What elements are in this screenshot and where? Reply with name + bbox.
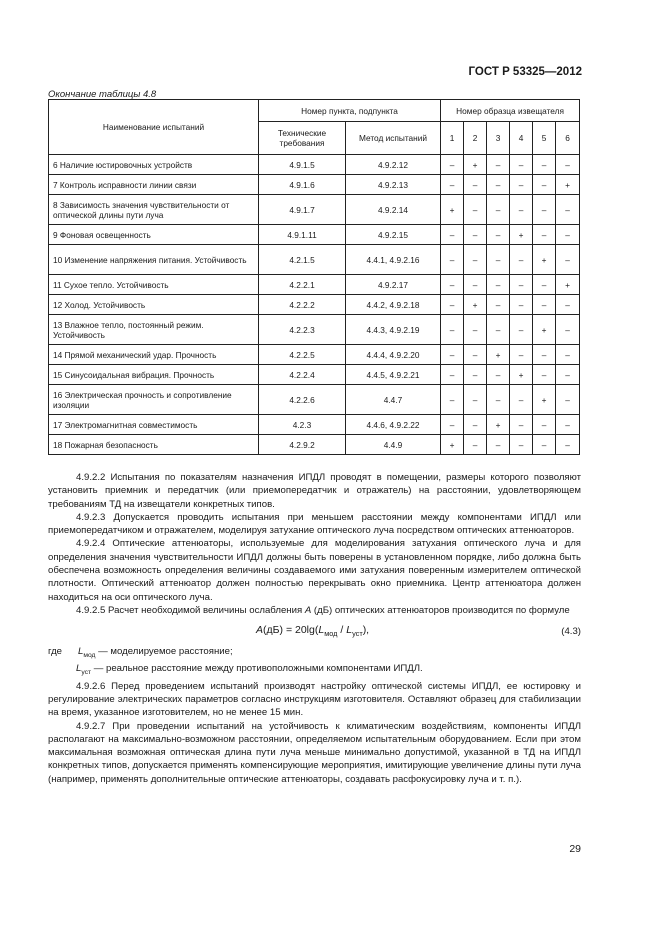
sample-mark-cell: + — [510, 365, 533, 385]
tech-req-cell: 4.9.1.11 — [259, 225, 346, 245]
sample-mark-cell: – — [533, 195, 556, 225]
sample-mark-cell: – — [441, 175, 464, 195]
sample-mark-cell: – — [510, 155, 533, 175]
p4-var: A — [304, 604, 312, 616]
header-sample-4: 4 — [510, 122, 533, 155]
test-name-cell: 17 Электромагнитная совместимость — [49, 415, 259, 435]
sample-mark-cell: – — [533, 295, 556, 315]
sample-mark-cell: – — [556, 345, 580, 365]
sample-mark-cell: – — [464, 275, 487, 295]
table-row — [49, 245, 580, 275]
formula-l2: L — [346, 624, 353, 637]
sample-mark-cell: – — [464, 365, 487, 385]
p4-text-a: 4.9.2.5 Расчет необходимой величины ослабления — [76, 604, 305, 616]
method-cell: 4.4.3, 4.9.2.19 — [346, 315, 441, 345]
sample-mark-cell: + — [533, 245, 556, 275]
sample-mark-cell: – — [533, 415, 556, 435]
sample-mark-cell: – — [464, 245, 487, 275]
sample-mark-cell: + — [464, 155, 487, 175]
sample-mark-cell: – — [556, 365, 580, 385]
header-sample-5: 5 — [533, 122, 556, 155]
tech-req-cell: 4.9.1.5 — [259, 155, 346, 175]
header-sample-3: 3 — [487, 122, 510, 155]
sample-mark-cell: – — [533, 275, 556, 295]
header-clause-group: Номер пункта, подпункта — [259, 100, 441, 122]
formula-l1: L — [318, 624, 325, 637]
def1-sub: мод — [83, 652, 96, 660]
sample-mark-cell: – — [533, 225, 556, 245]
sample-mark-cell: + — [441, 435, 464, 455]
sample-mark-cell: – — [510, 195, 533, 225]
formula-expression — [256, 624, 369, 640]
method-cell: 4.9.2.14 — [346, 195, 441, 225]
test-name-cell: 14 Прямой механический удар. Прочность — [49, 345, 259, 365]
table-row — [49, 385, 580, 415]
tech-req-cell: 4.2.1.5 — [259, 245, 346, 275]
sample-mark-cell: – — [464, 315, 487, 345]
sample-mark-cell: – — [510, 295, 533, 315]
header-tech-req: Технические требования — [259, 122, 346, 155]
sample-mark-cell: – — [533, 345, 556, 365]
sample-mark-cell: – — [510, 275, 533, 295]
test-name-cell: 13 Влажное тепло, постоянный режим. Устойчивость — [49, 315, 259, 345]
sample-mark-cell: – — [441, 385, 464, 415]
def1-var: L — [78, 646, 84, 658]
sample-mark-cell: – — [441, 315, 464, 345]
sample-mark-cell: – — [487, 155, 510, 175]
method-cell: 4.9.2.12 — [346, 155, 441, 175]
header-sample-group: Номер образца извещателя — [441, 100, 580, 122]
standard-number: ГОСТ Р 53325—2012 — [468, 66, 582, 78]
sample-mark-cell: – — [487, 385, 510, 415]
sample-mark-cell: – — [441, 415, 464, 435]
tech-req-cell: 4.2.2.2 — [259, 295, 346, 315]
method-cell: 4.9.2.15 — [346, 225, 441, 245]
formula-l1-sub: мод — [324, 629, 338, 639]
formula-number: (4.3) — [561, 626, 581, 638]
sample-mark-cell: – — [487, 295, 510, 315]
tech-req-cell: 4.2.2.3 — [259, 315, 346, 345]
table-row — [49, 195, 580, 225]
sample-mark-cell: + — [487, 415, 510, 435]
sample-mark-cell: – — [510, 415, 533, 435]
sample-mark-cell: – — [556, 195, 580, 225]
method-cell: 4.9.2.17 — [346, 275, 441, 295]
sample-mark-cell: – — [556, 295, 580, 315]
paragraph-4-9-2-4: 4.9.2.4 Оптические аттенюаторы, используемые для моделирования затухания оптического луча и для определения значения чувствительности ИПДЛ должны быть поверены в установленном порядке, либо должна быть обеспечена возможность определения величины создаваемого ими затухания поверенным измерителем оптической плотности. Оптический аттенюатор должен полностью перекрывать окно приемника. Центр аттенюатора должен находиться на оси оптического луча. — [48, 538, 581, 603]
method-cell: 4.4.4, 4.9.2.20 — [346, 345, 441, 365]
tech-req-cell: 4.2.2.4 — [259, 365, 346, 385]
paragraph-4-9-2-6: 4.9.2.6 Перед проведением испытаний производят настройку оптической системы ИПДЛ, ее юстировку и регулирование электрических параметров согласно инструкциям изготовителя. Оставляют образец для стабилизации на время, указанное изготовителем, но не менее 15 мин. — [48, 680, 581, 719]
def2-var: L — [76, 663, 82, 675]
formula-l2-sub: уст — [352, 629, 363, 639]
sample-mark-cell: – — [441, 275, 464, 295]
page-number: 29 — [569, 843, 581, 855]
definition-l-ust — [48, 662, 581, 679]
table-row — [49, 275, 580, 295]
sample-mark-cell: – — [464, 195, 487, 225]
sample-mark-cell: – — [464, 345, 487, 365]
tech-req-cell: 4.9.1.6 — [259, 175, 346, 195]
def2-text: — реальное расстояние между противоположными компонентами ИПДЛ. — [91, 663, 423, 675]
sample-mark-cell: – — [487, 435, 510, 455]
body-text — [48, 471, 581, 786]
sample-mark-cell: – — [487, 315, 510, 345]
p4-text-b: (дБ) оптических аттенюаторов производится по формуле — [311, 604, 570, 616]
sample-mark-cell: – — [464, 435, 487, 455]
sample-mark-cell: – — [441, 365, 464, 385]
formula-lhs: (дБ) = 20lg( — [263, 624, 319, 637]
sample-mark-cell: + — [487, 345, 510, 365]
tests-table — [48, 99, 580, 455]
definition-l-mod — [48, 645, 581, 662]
method-cell: 4.4.7 — [346, 385, 441, 415]
tech-req-cell: 4.2.9.2 — [259, 435, 346, 455]
table-row — [49, 295, 580, 315]
sample-mark-cell: – — [464, 415, 487, 435]
sample-mark-cell: + — [533, 315, 556, 345]
sample-mark-cell: – — [441, 245, 464, 275]
sample-mark-cell: – — [464, 385, 487, 415]
table-row — [49, 365, 580, 385]
paragraph-4-9-2-7: 4.9.2.7 При проведении испытаний на устойчивость к климатическим воздействиям, компоненты ИПДЛ располагают на максимально-возможном расстоянии, определяемом испытательным оборудованием. Если при этом максимальная возможная оптическая длина пути луча меньше минимально допустимой, указанной в ТД на ИПДЛ конкретных типов, допускается применять компенсирующие мероприятия, имитирующие увеличение длины пути луча (например, применять дополнительные оптические аттенюаторы, создавать расфокусировку луча и т. п.). — [48, 720, 581, 785]
method-cell: 4.4.5, 4.9.2.21 — [346, 365, 441, 385]
method-cell: 4.4.1, 4.9.2.16 — [346, 245, 441, 275]
tech-req-cell: 4.2.2.5 — [259, 345, 346, 365]
formula-var-a: A — [256, 624, 264, 637]
table-row — [49, 345, 580, 365]
sample-mark-cell: – — [556, 225, 580, 245]
test-name-cell: 10 Изменение напряжения питания. Устойчивость — [49, 245, 259, 275]
sample-mark-cell: – — [441, 345, 464, 365]
sample-mark-cell: – — [487, 245, 510, 275]
sample-mark-cell: + — [556, 175, 580, 195]
sample-mark-cell: – — [464, 225, 487, 245]
test-name-cell: 8 Зависимость значения чувствительности от оптической длины пути луча — [49, 195, 259, 225]
formula-4-3 — [48, 617, 581, 645]
sample-mark-cell: + — [464, 295, 487, 315]
sample-mark-cell: – — [510, 175, 533, 195]
header-sample-2: 2 — [464, 122, 487, 155]
formula-slash: / — [337, 624, 347, 637]
table-row — [49, 415, 580, 435]
sample-mark-cell: – — [533, 175, 556, 195]
header-test-name: Наименование испытаний — [49, 100, 259, 155]
method-cell: 4.4.2, 4.9.2.18 — [346, 295, 441, 315]
sample-mark-cell: – — [510, 435, 533, 455]
table-row — [49, 315, 580, 345]
table-caption: Окончание таблицы 4.8 — [48, 89, 157, 100]
method-cell: 4.4.9 — [346, 435, 441, 455]
test-name-cell: 7 Контроль исправности линии связи — [49, 175, 259, 195]
sample-mark-cell: – — [556, 315, 580, 345]
table-row — [49, 155, 580, 175]
sample-mark-cell: – — [487, 175, 510, 195]
header-method: Метод испытаний — [346, 122, 441, 155]
where-label: где — [48, 646, 63, 658]
tech-req-cell: 4.2.3 — [259, 415, 346, 435]
method-cell: 4.4.6, 4.9.2.22 — [346, 415, 441, 435]
tech-req-cell: 4.9.1.7 — [259, 195, 346, 225]
table-row — [49, 225, 580, 245]
tech-req-cell: 4.2.2.1 — [259, 275, 346, 295]
paragraph-4-9-2-3: 4.9.2.3 Допускается проводить испытания при меньшем расстоянии между компонентами ИПДЛ или приемопередатчиком и отражателем, моделируя затухание оптического луча посредством оптических аттенюаторов. — [48, 511, 581, 537]
sample-mark-cell: – — [487, 365, 510, 385]
sample-mark-cell: + — [441, 195, 464, 225]
header-sample-1: 1 — [441, 122, 464, 155]
sample-mark-cell: + — [533, 385, 556, 415]
sample-mark-cell: – — [533, 365, 556, 385]
sample-mark-cell: – — [556, 245, 580, 275]
paragraph-4-9-2-2: 4.9.2.2 Испытания по показателям назначения ИПДЛ проводят в помещении, размеры которого позволяют установить приемник и передатчик (или приемопередатчик и отражатель) на расстоянии, удовлетворяющем требованиям ТД на извещатели конкретных типов. — [48, 472, 581, 510]
sample-mark-cell: – — [510, 315, 533, 345]
table-row — [49, 435, 580, 455]
definitions — [48, 645, 581, 679]
sample-mark-cell: + — [510, 225, 533, 245]
sample-mark-cell: – — [556, 385, 580, 415]
header-sample-6: 6 — [556, 122, 580, 155]
test-name-cell: 12 Холод. Устойчивость — [49, 295, 259, 315]
test-name-cell: 16 Электрическая прочность и сопротивление изоляции — [49, 385, 259, 415]
def2-sub: уст — [81, 669, 92, 677]
paragraph-4-9-2-5 — [48, 604, 581, 617]
sample-mark-cell: – — [464, 175, 487, 195]
sample-mark-cell: – — [510, 245, 533, 275]
sample-mark-cell: – — [556, 155, 580, 175]
test-name-cell: 18 Пожарная безопасность — [49, 435, 259, 455]
formula-close: ), — [362, 624, 370, 637]
sample-mark-cell: – — [487, 225, 510, 245]
sample-mark-cell: – — [441, 295, 464, 315]
sample-mark-cell: – — [487, 195, 510, 225]
test-name-cell: 15 Синусоидальная вибрация. Прочность — [49, 365, 259, 385]
sample-mark-cell: – — [441, 155, 464, 175]
sample-mark-cell: – — [556, 415, 580, 435]
sample-mark-cell: – — [533, 155, 556, 175]
def1-text: — моделируемое расстояние; — [95, 646, 233, 658]
tech-req-cell: 4.2.2.6 — [259, 385, 346, 415]
table-row — [49, 175, 580, 195]
sample-mark-cell: – — [487, 275, 510, 295]
test-name-cell: 6 Наличие юстировочных устройств — [49, 155, 259, 175]
sample-mark-cell: – — [533, 435, 556, 455]
test-name-cell: 9 Фоновая освещенность — [49, 225, 259, 245]
sample-mark-cell: – — [441, 225, 464, 245]
method-cell: 4.9.2.13 — [346, 175, 441, 195]
sample-mark-cell: – — [510, 345, 533, 365]
sample-mark-cell: + — [556, 275, 580, 295]
test-name-cell: 11 Сухое тепло. Устойчивость — [49, 275, 259, 295]
sample-mark-cell: – — [510, 385, 533, 415]
sample-mark-cell: – — [556, 435, 580, 455]
